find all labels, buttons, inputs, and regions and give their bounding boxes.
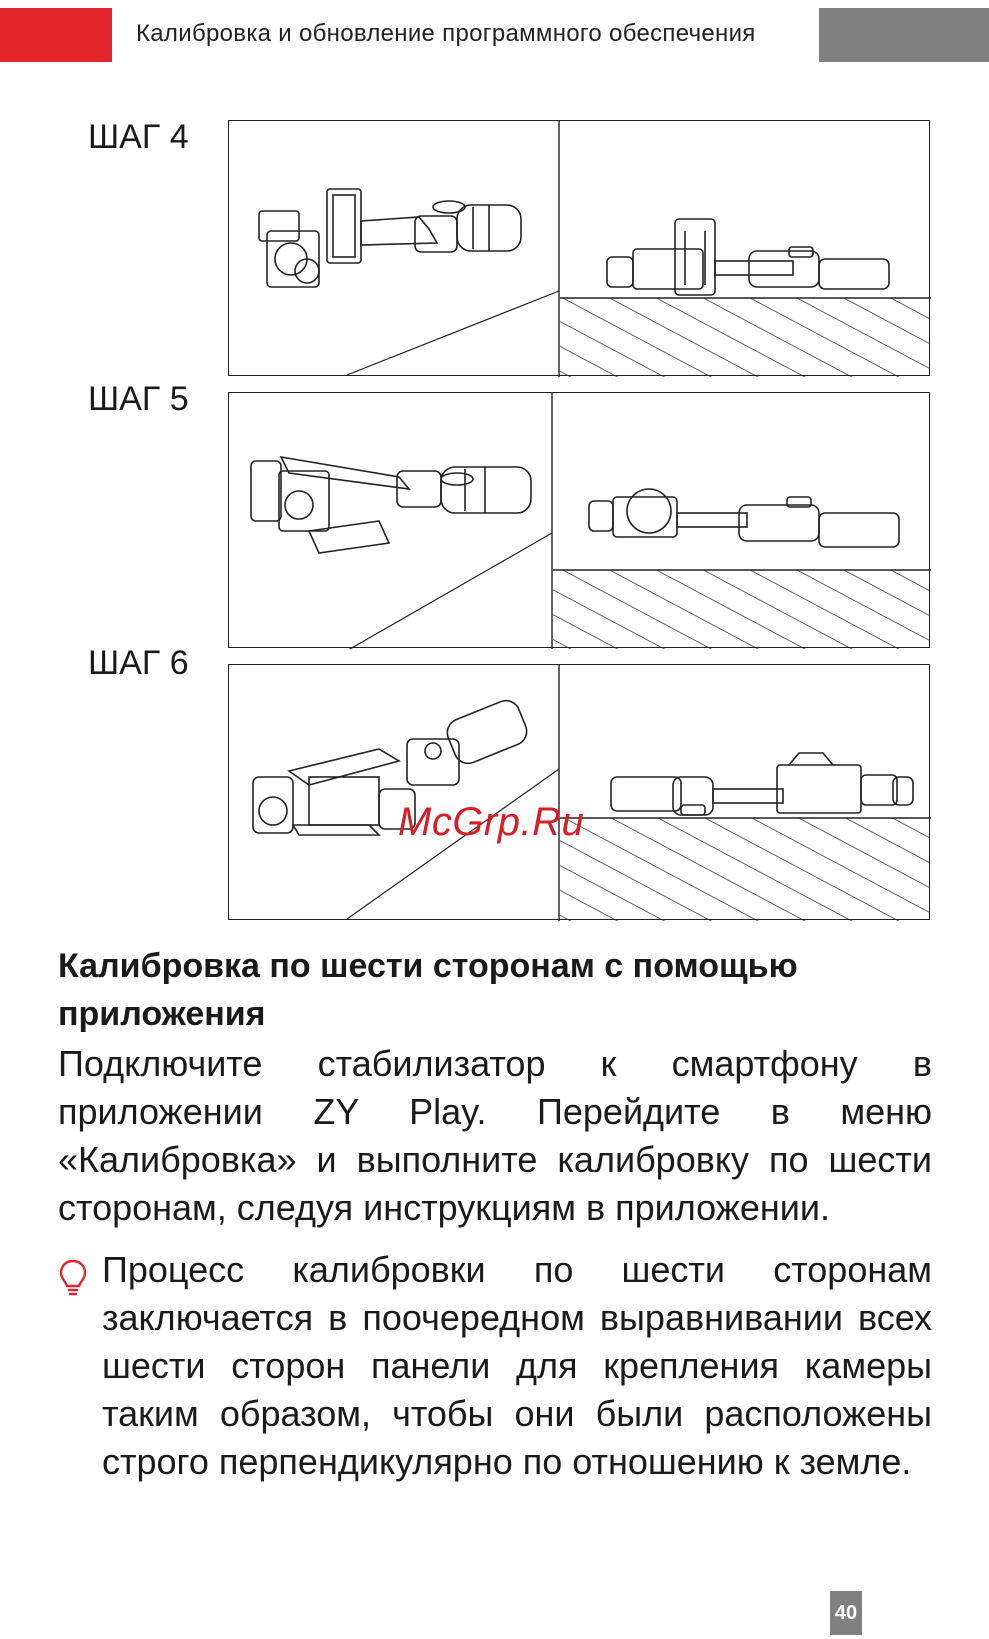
step-4-label: ШАГ 4 <box>88 118 189 156</box>
page-number: 40 <box>830 1591 862 1635</box>
instruction-paragraph: Подключите стабилизатор к смартфону в приложении ZY Play. Перейдите в меню «Калибровка» и выполните калибровку по шести сторонам, следуя инструкциям в приложении. <box>58 1043 932 1228</box>
step-6-label: ШАГ 6 <box>88 644 189 682</box>
gimbal-drawing-right <box>589 489 899 547</box>
watermark: McGrp.Ru <box>398 800 585 844</box>
lightbulb-icon <box>58 1258 88 1298</box>
gimbal-drawing-right <box>607 219 889 295</box>
gimbal-drawing-left <box>259 189 521 287</box>
gimbal-drawing-right <box>611 753 913 815</box>
step-4-illustration <box>229 121 931 377</box>
gimbal-drawing-left <box>251 457 531 553</box>
step-5-illustration <box>229 393 931 649</box>
step-4-panel <box>228 120 930 376</box>
step-6-illustration <box>229 665 931 921</box>
header-gray-block <box>819 8 989 62</box>
tip-text: Процесс калибровки по шести сторонам заключается в поочередном выравнивании всех шести сторон панели для крепления камеры таким образом, чтобы они были расположены строго перпендикулярно по отношению к земле. <box>102 1249 932 1482</box>
step-5-panel <box>228 392 930 648</box>
section-title: Калибровка по шести сторонам с помощью приложения <box>58 947 798 1033</box>
step-5-label: ШАГ 5 <box>88 380 189 418</box>
header-title: Калибровка и обновление программного обеспечения <box>136 20 756 47</box>
header-red-block <box>0 8 112 62</box>
step-6-panel <box>228 664 930 920</box>
